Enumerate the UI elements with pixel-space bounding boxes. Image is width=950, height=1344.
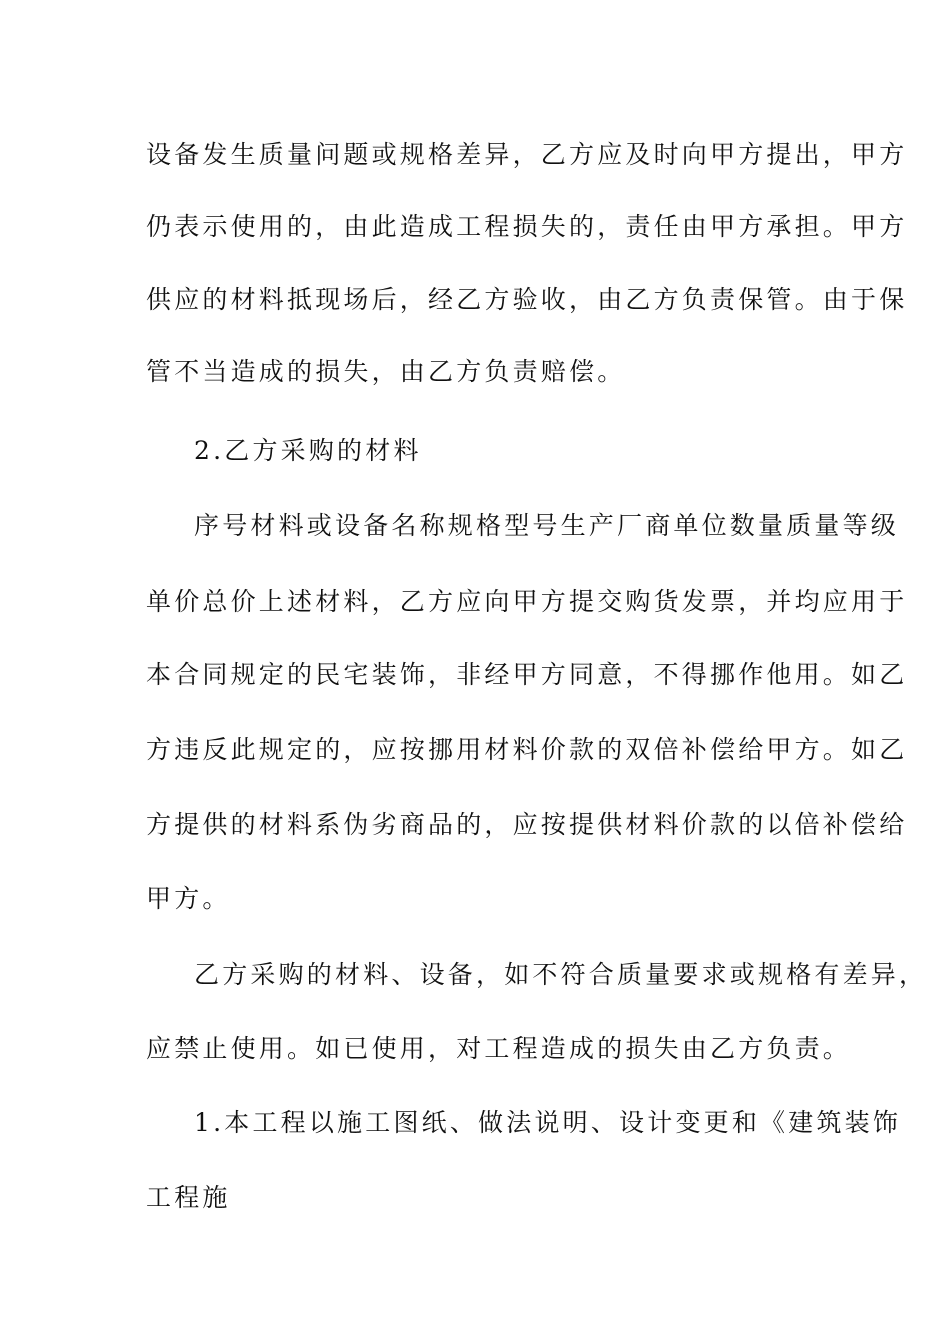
- paragraph-line: 管不当造成的损失，由乙方负责赔偿。: [146, 357, 626, 386]
- paragraph-line: 序号材料或设备名称规格型号生产厂商单位数量质量等级: [194, 511, 900, 540]
- paragraph-line: 设备发生质量问题或规格差异，乙方应及时向甲方提出，甲方: [146, 140, 908, 169]
- paragraph-line: 1.本工程以施工图纸、做法说明、设计变更和《建筑装饰: [194, 1108, 902, 1137]
- paragraph-line: 供应的材料抵现场后，经乙方验收，由乙方负责保管。由于保: [146, 285, 908, 314]
- paragraph-line: 乙方采购的材料、设备，如不符合质量要求或规格有差异，: [194, 960, 928, 989]
- paragraph-line: 单价总价上述材料，乙方应向甲方提交购货发票，并均应用于: [146, 587, 908, 616]
- paragraph-line: 仍表示使用的，由此造成工程损失的，责任由甲方承担。甲方: [146, 212, 908, 241]
- paragraph-line: 本合同规定的民宅装饰，非经甲方同意，不得挪作他用。如乙: [146, 660, 908, 689]
- paragraph-line: 应禁止使用。如已使用，对工程造成的损失由乙方负责。: [146, 1034, 852, 1063]
- paragraph-line: 方违反此规定的，应按挪用材料价款的双倍补偿给甲方。如乙: [146, 735, 908, 764]
- paragraph-line: 工程施: [146, 1183, 231, 1212]
- section-heading: 2.乙方采购的材料: [194, 436, 422, 465]
- paragraph-line: 方提供的材料系伪劣商品的，应按提供材料价款的以倍补偿给: [146, 810, 908, 839]
- paragraph-line: 甲方。: [146, 884, 231, 913]
